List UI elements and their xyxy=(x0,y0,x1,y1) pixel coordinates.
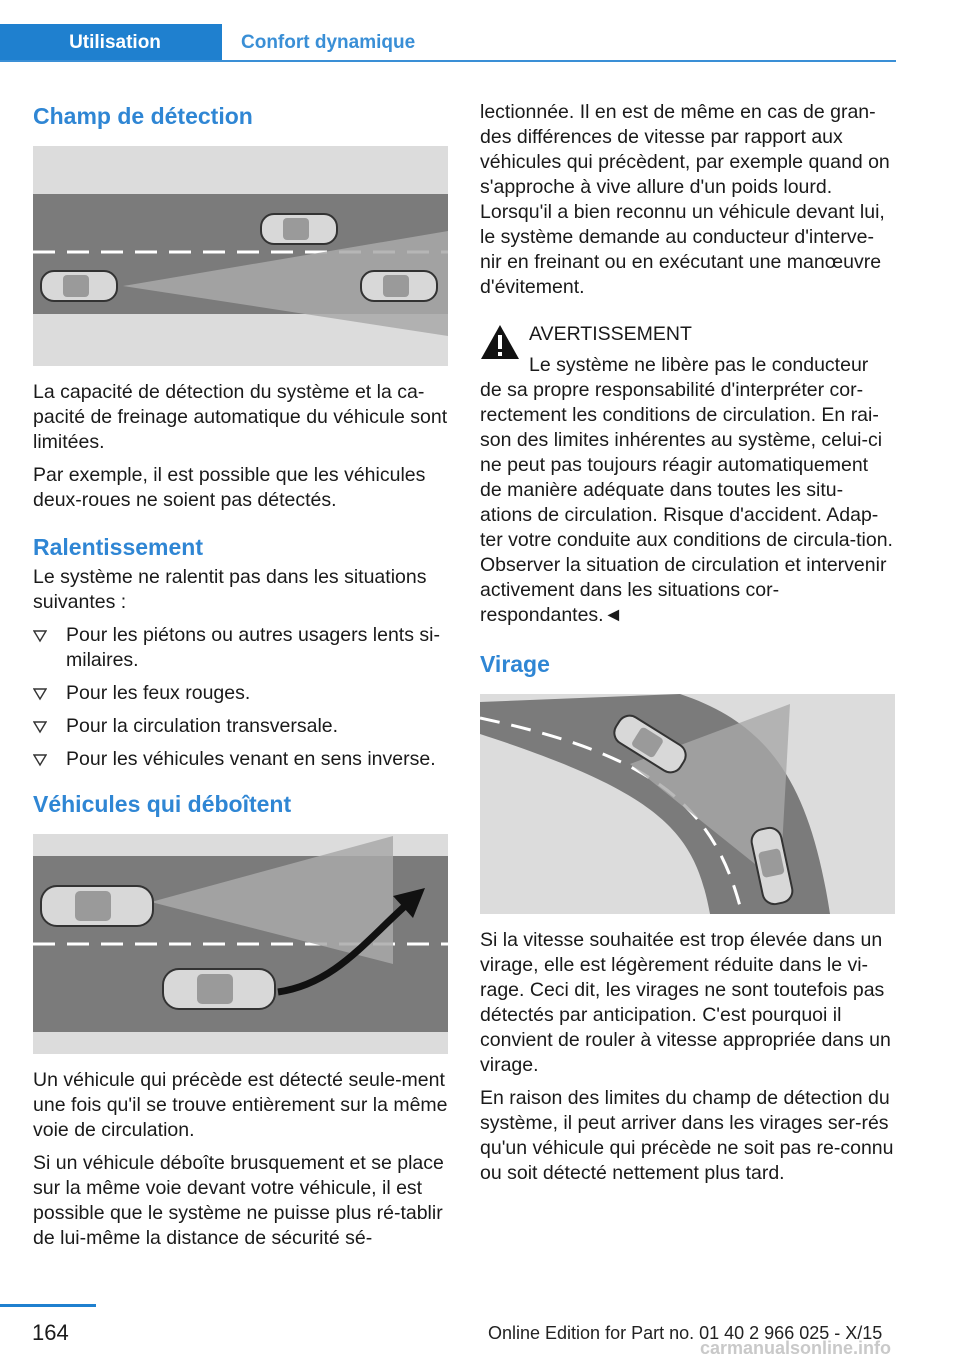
car-icon xyxy=(41,271,117,301)
edition-note: Online Edition for Part no. 01 40 2 966 025 - X/15 xyxy=(488,1323,883,1343)
figure-curve xyxy=(480,694,895,914)
list-item: Pour les piétons ou autres usagers lents si-milaires. xyxy=(33,623,448,673)
header-rule xyxy=(0,60,896,62)
list-ralentissement xyxy=(33,623,448,772)
paragraph-cut-in: Si un véhicule déboîte brusquement et se place sur la même voie devant votre véhicule, il est possible que le système ne puisse plus ré-tablir de lui-même la distance de sécurité sé- xyxy=(33,1152,444,1249)
triangle-bullet-icon xyxy=(33,753,47,767)
triangle-bullet-icon xyxy=(33,629,47,643)
page-number: 164 xyxy=(32,1320,69,1345)
paragraph-ralentissement-intro: Le système ne ralentit pas dans les situations suivantes : xyxy=(33,566,427,613)
triangle-bullet-icon xyxy=(33,687,47,701)
paragraph-two-wheelers: Par exemple, il est possible que les véhicules deux-roues ne soient pas détectés. xyxy=(33,464,426,511)
watermark: carmanualsonline.info xyxy=(700,1338,892,1358)
warning-text: Le système ne libère pas le conducteur de sa propre responsabilité d'interpréter cor-rectement les conditions de circulation. En rai-son des limites inhérentes au système, celui-ci ne peut pas toujours réagir automatiquement de manière adéquate dans toutes les situ-ations de circulation. Risque d'accident. Adap-ter votre conduite aux conditions de circula-tion. Observer la situation de circulation et intervenir activement dans les situations cor-respondantes.◄ xyxy=(480,354,893,626)
list-item: Pour les feux rouges. xyxy=(33,681,448,706)
figure-detection-field xyxy=(33,146,448,366)
list-item: Pour les véhicules venant en sens inverse. xyxy=(33,747,448,772)
tab-confort-dynamique[interactable]: Confort dynamique xyxy=(241,32,416,53)
car-icon xyxy=(163,969,275,1009)
paragraph-curve-limits: En raison des limites du champ de détection du système, il peut arriver dans les virages ser-rés qu'un véhicule qui précède ne soit pas re-connu ou soit détecté nettement plus tard. xyxy=(480,1087,894,1184)
paragraph-capacity: La capacité de détection du système et la ca-pacité de freinage automatique du véhicule sont limitées. xyxy=(33,381,448,453)
tab-utilisation[interactable]: Utilisation xyxy=(0,24,222,62)
paragraph-detected-vehicle: Un véhicule qui précède est détecté seule-ment une fois qu'il se trouve entièrement sur la même voie de circulation. xyxy=(33,1069,448,1141)
left-column xyxy=(33,100,448,1259)
heading-ralentissement: Ralentissement xyxy=(33,534,204,560)
heading-vehicules-deboitent: Véhicules qui déboîtent xyxy=(33,791,292,817)
heading-virage: Virage xyxy=(480,651,550,677)
footer-rule xyxy=(0,1304,96,1307)
figure-cut-in-vehicles xyxy=(33,834,448,1054)
paragraph-continuation: lectionnée. Il en est de même en cas de gran-des différences de vitesse par rapport aux véhicules qui précèdent, par exemple quand on s'approche à vive allure d'un poids lourd. Lorsqu'il a bien reconnu un véhicule devant lui, le système demande au conducteur d'interve-nir en freinant ou en exécutant une manœuvre d'évitement. xyxy=(480,101,890,298)
car-icon xyxy=(361,271,437,301)
warning-triangle-icon xyxy=(480,324,520,360)
paragraph-curve-speed: Si la vitesse souhaitée est trop élevée dans un virage, elle est légèrement réduite dans le vi-rage. Ceci dit, les virages ne sont toutefois pas détectés par anticipation. C'est pourquoi il convient de rouler à vitesse appropriée dans un virage. xyxy=(480,929,891,1076)
car-icon xyxy=(41,886,153,926)
car-icon xyxy=(261,214,337,244)
warning-title: AVERTISSEMENT xyxy=(529,323,692,345)
warning-block xyxy=(480,322,895,628)
triangle-bullet-icon xyxy=(33,720,47,734)
right-column xyxy=(480,100,895,1194)
header-tabs xyxy=(0,24,896,62)
list-item: Pour la circulation transversale. xyxy=(33,714,448,739)
heading-champ-detection: Champ de détection xyxy=(33,103,253,129)
